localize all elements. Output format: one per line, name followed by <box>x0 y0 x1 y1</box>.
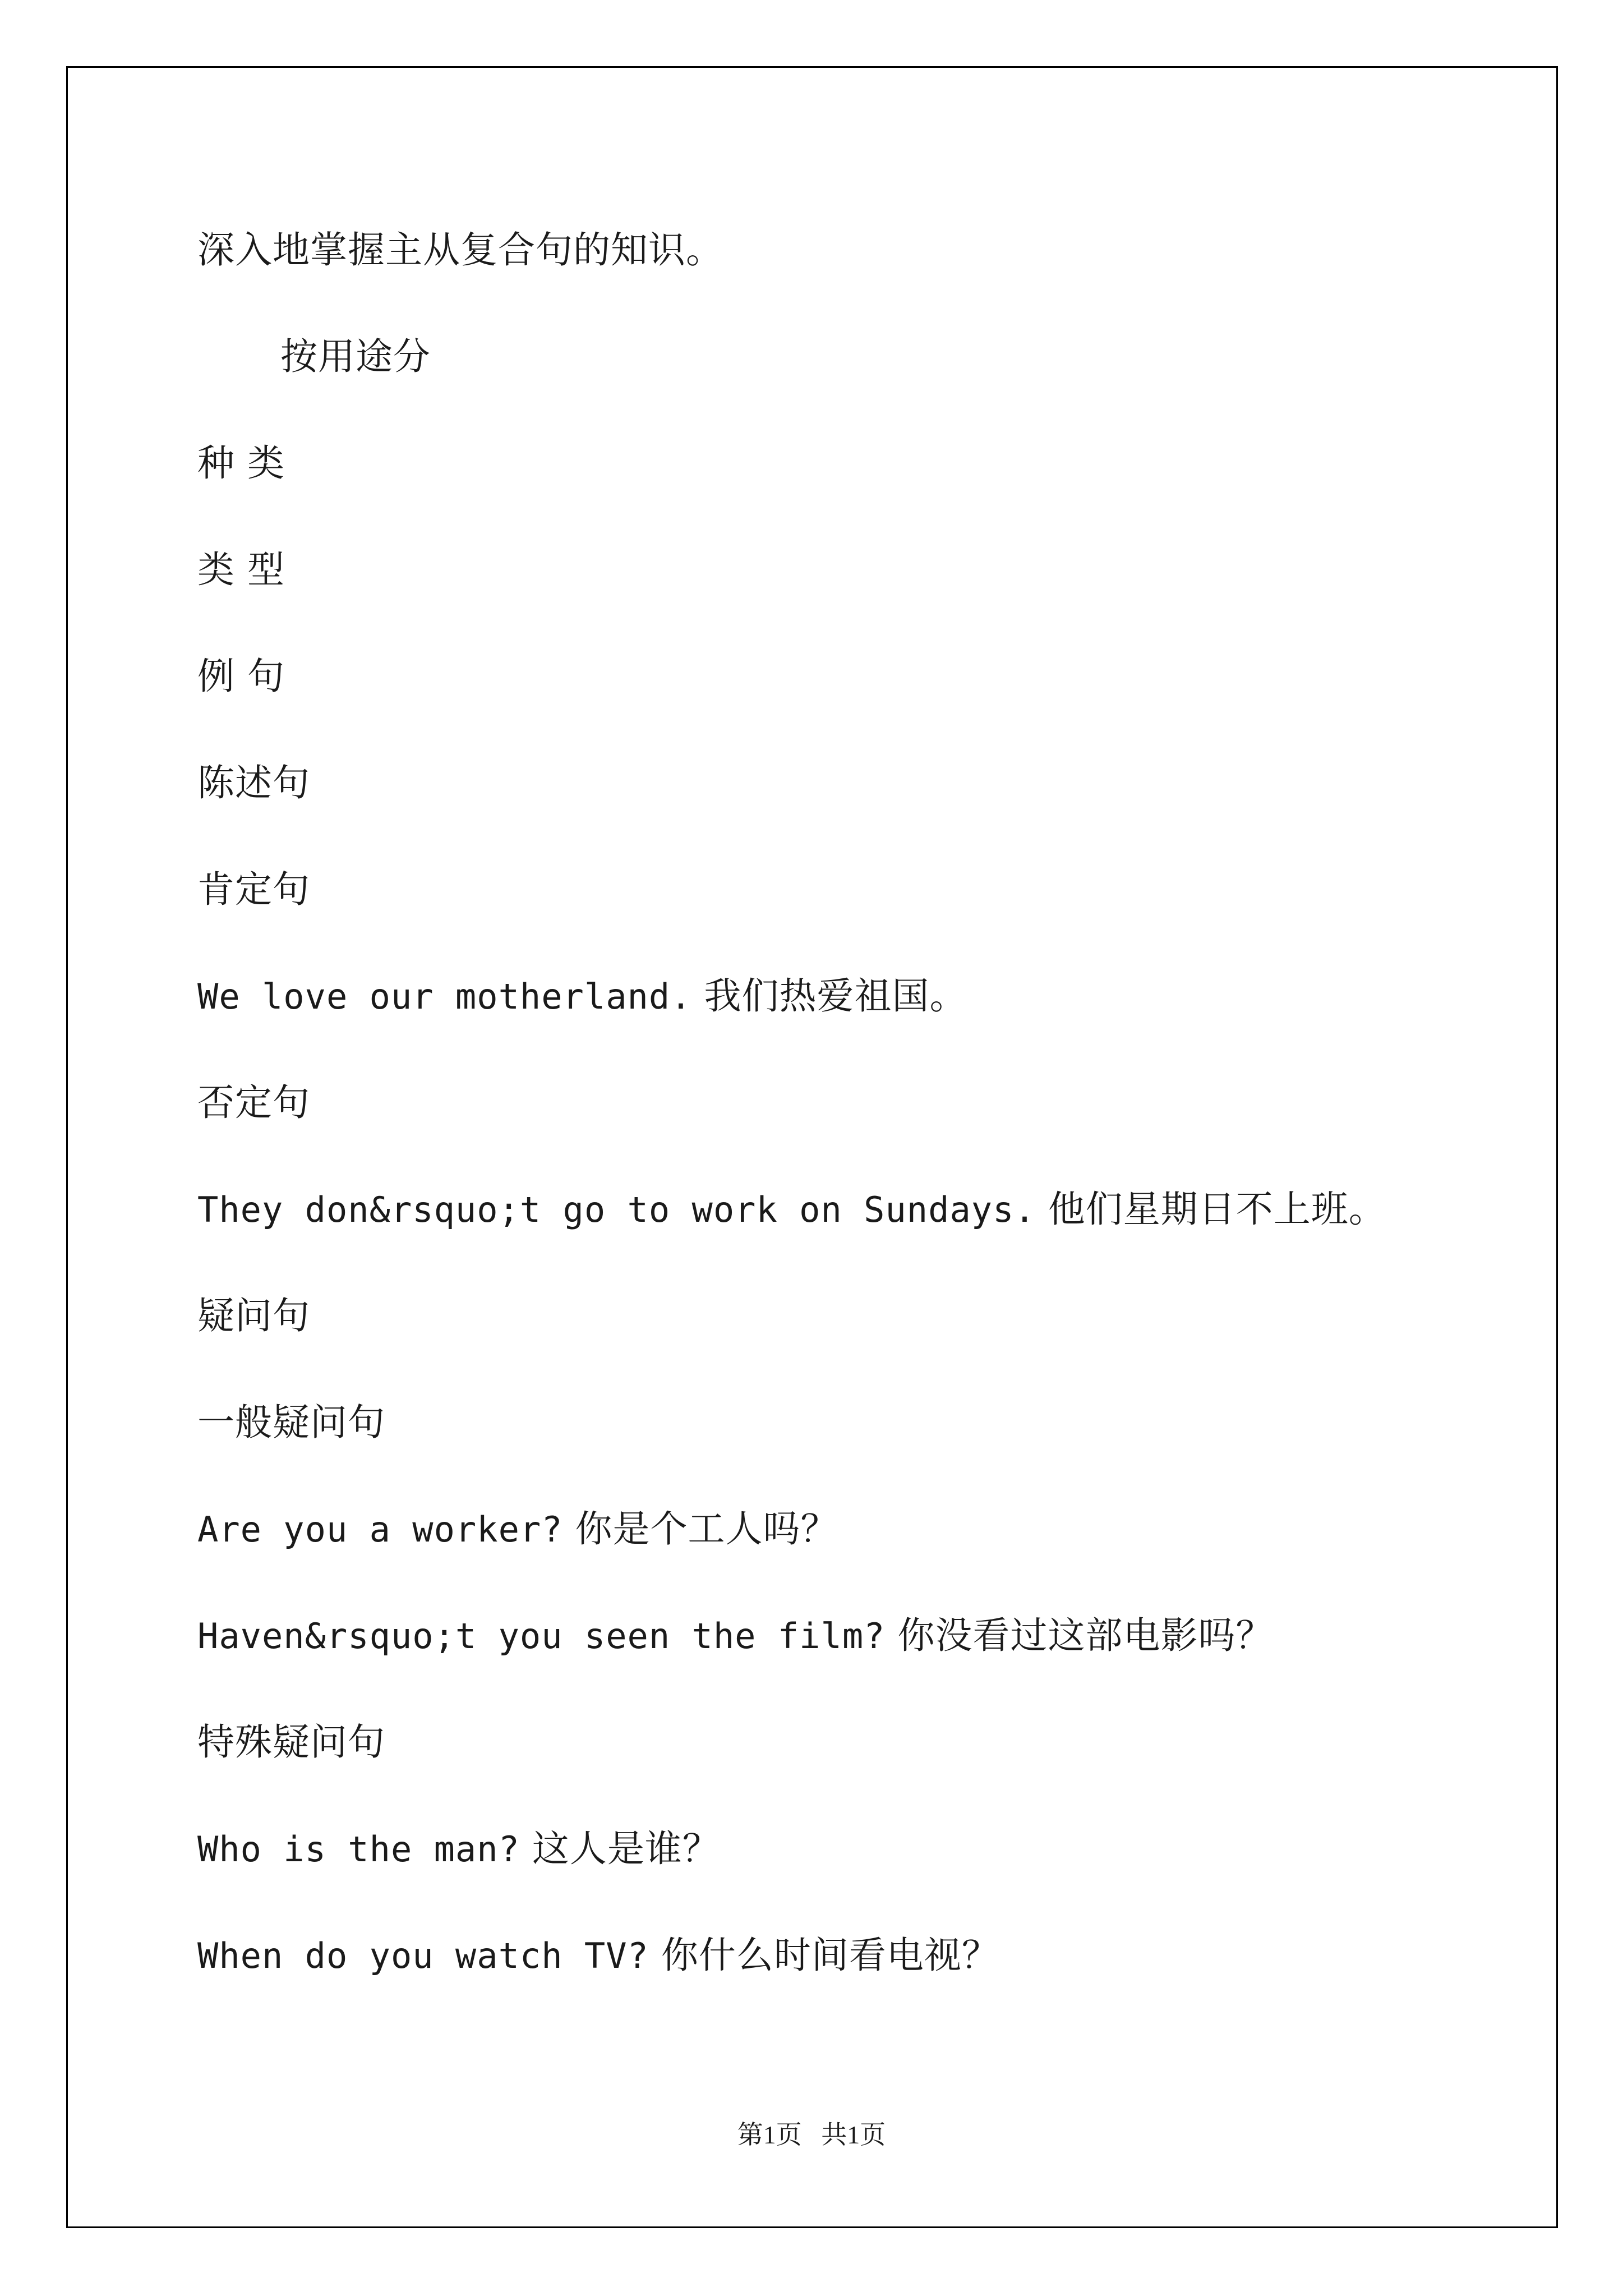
document-body <box>197 217 1459 2028</box>
example-chinese: 你什么时间看电视？ <box>648 1934 999 1977</box>
type-general-question <box>197 1389 1459 1496</box>
table-header-example <box>197 643 1459 749</box>
footer-spacer <box>802 2120 822 2149</box>
example-chinese: 这人是谁？ <box>519 1827 720 1870</box>
category-interrogative <box>197 1282 1459 1389</box>
example-english: Haven&rsquo;t you seen the film? <box>197 1616 886 1657</box>
line-text: 否定句 <box>197 1081 310 1124</box>
example-english: Are you a worker? <box>197 1509 563 1550</box>
example-sentence <box>197 1815 1459 1922</box>
section-heading <box>197 323 1459 430</box>
page-number: 第1页 <box>737 2120 802 2149</box>
example-chinese: 你没看过这部电影吗？ <box>885 1614 1274 1657</box>
doc-line <box>197 217 1459 323</box>
table-header-type <box>197 536 1459 643</box>
category-declarative <box>197 749 1459 856</box>
example-chinese: 我们热爱祖国。 <box>691 974 967 1018</box>
example-sentence <box>197 1176 1459 1282</box>
example-sentence <box>197 1922 1459 2028</box>
line-text: 按用途分 <box>280 335 431 378</box>
line-text: 种 类 <box>197 441 285 485</box>
line-text: 类 型 <box>197 548 285 591</box>
type-special-question <box>197 1709 1459 1815</box>
table-header-kind <box>197 430 1459 536</box>
page-footer <box>0 2118 1623 2152</box>
example-english: They don&rsquo;t go to work on Sundays. <box>197 1189 1036 1230</box>
line-text: 深入地掌握主从复合句的知识。 <box>197 228 723 272</box>
line-text: 例 句 <box>197 655 285 698</box>
example-sentence <box>197 1602 1459 1709</box>
line-text: 陈述句 <box>197 761 310 804</box>
example-chinese: 你是个工人吗？ <box>562 1507 838 1550</box>
page-total: 共1页 <box>821 2120 886 2149</box>
type-affirmative <box>197 856 1459 963</box>
example-sentence <box>197 1496 1459 1602</box>
example-english: Who is the man? <box>197 1829 520 1870</box>
example-english: When do you watch TV? <box>197 1935 649 1976</box>
line-text: 肯定句 <box>197 868 310 911</box>
type-negative <box>197 1069 1459 1176</box>
example-chinese: 他们星期日不上班。 <box>1035 1188 1386 1231</box>
line-text: 一般疑问句 <box>197 1401 385 1444</box>
line-text: 特殊疑问句 <box>197 1720 385 1764</box>
example-sentence <box>197 963 1459 1069</box>
example-english: We love our motherland. <box>197 976 692 1017</box>
line-text: 疑问句 <box>197 1294 310 1337</box>
